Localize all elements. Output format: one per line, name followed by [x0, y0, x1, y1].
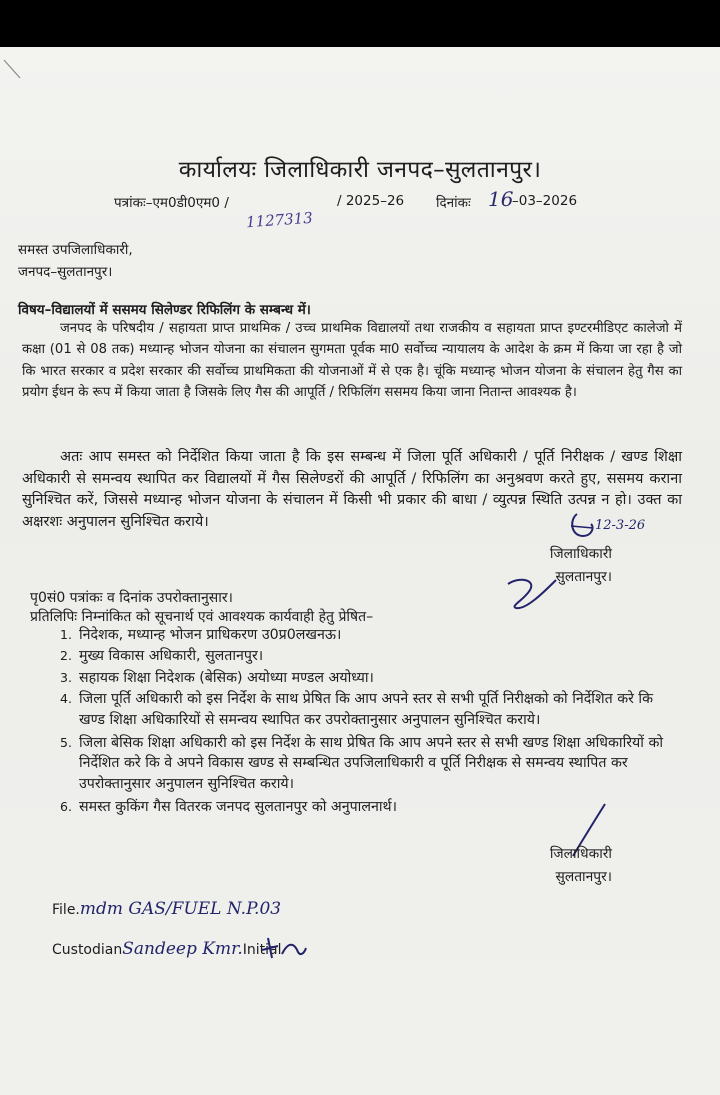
list-item: 3. सहायक शिक्षा निदेशक (बेसिक) अयोध्या मण्डल अयोध्या।: [60, 669, 374, 686]
file-reference: [52, 899, 281, 919]
custodian-label: Custodian: [52, 942, 123, 958]
ref-date-label: दिनांकः: [436, 195, 471, 211]
signatory-title: जिलाधिकारी: [549, 546, 612, 562]
file-label: File.: [52, 902, 80, 918]
initial-label: Initial: [242, 942, 282, 958]
list-item: 6. समस्त कुकिंग गैस वितरक जनपद सुलतानपुर को अनुपालनार्थ।: [60, 799, 397, 816]
top-black-bar: [0, 0, 720, 47]
cc-intro: प्रतिलिपिः निम्नांकित को सूचनार्थ एवं आवश्यक कार्यवाही हेतु प्रेषित–: [30, 609, 374, 625]
cc-ref-line: पृ0सं0 पत्रांकः व दिनांक उपरोक्तानुसार।: [30, 590, 233, 606]
ref-year: / 2025–26: [337, 193, 405, 209]
ref-handwritten-number: 1127313: [245, 208, 314, 232]
signatory-title: जिलाधिकारी: [549, 846, 612, 862]
fold-mark-icon: [2, 58, 24, 80]
office-heading: कार्यालयः जिलाधिकारी जनपद–सुलतानपुर।: [178, 157, 542, 183]
addressee-line1: समस्त उपजिलाधिकारी,: [18, 242, 133, 258]
list-item: 2. मुख्य विकास अधिकारी, सुलतानपुर।: [60, 648, 264, 665]
list-item: 5. जिला बेसिक शिक्षा अधिकारी को इस निर्देश के साथ प्रेषित कि आप अपने स्तर से सभी खण्ड शिक्षा अधिकारियों को निर्देशित करे कि वे अपने विकास खण्ड से सम्बन्धित उपजिलाधिकारी व पूर्ति निरीक्षक से समन्वय स्थापित कर उपरोक्तानुसार अनुपालन सुनिश्चित कराये।: [60, 735, 664, 792]
signature-1-date: 12-3-26: [595, 518, 646, 533]
signature-block-1: [550, 543, 612, 589]
ref-patrank: पत्रांकः–एम0डी0एम0 /: [114, 195, 229, 211]
ref-date-handwritten: 16: [488, 187, 514, 211]
signature-block-2: [550, 843, 612, 889]
list-item: 4. जिला पूर्ति अधिकारी को इस निर्देश के साथ प्रेषित कि आप अपने स्तर से सभी पूर्ति निरीक्षको को निर्देशित करे कि खण्ड शिक्षा अधिकारियों से समन्वय स्थापित कर उपरोक्तानुसार अनुपालन सुनिश्चित कराये।: [60, 691, 653, 728]
custodian-name-handwritten: Sandeep Kmr.: [122, 939, 243, 959]
list-item: 1. निदेशक, मध्यान्ह भोजन प्राधिकरण उ0प्र0लखनऊ।: [60, 627, 342, 643]
signatory-place: सुलतानपुर।: [555, 569, 612, 585]
file-value-handwritten: mdm GAS/FUEL N.P.03: [79, 899, 282, 919]
addressee-line2: जनपद–सुलतानपुर।: [18, 264, 113, 280]
signatory-place: सुलतानपुर।: [555, 869, 612, 885]
ref-date-rest: –03–2026: [512, 193, 578, 209]
cc-recipient-list: [54, 625, 669, 819]
subject-line: विषय–विद्यालयों में ससमय सिलेण्डर रिफिलिंग के सम्बन्ध में।: [18, 302, 311, 318]
custodian-line: [52, 939, 282, 959]
body-paragraph-1: जनपद के परिषदीय / सहायता प्राप्त प्राथमिक / उच्च प्राथमिक विद्यालयों तथा राजकीय व सहायता प्राप्त इण्टरमीडिएट कालेजो में कक्षा (01 से 08 तक) मध्यान्ह भोजन योजना का संचालन सुगमता पूर्वक मा0 सर्वोच्च न्यायालय के आदेश के क्रम में किया जा रहा है जो कि भारत सरकार व प्रदेश सरकार की सर्वोच्च प्राथमिकता की योजनाओं में से एक है। चूंकि मध्यान्ह भोजन योजना के संचालन हेतु गैस का प्रयोग ईधन के रूप में किया जाता है जिसके लिए गैस की आपूर्ति / रिफिलिंग ससमय किया जाना नितान्त आवश्यक है।: [22, 321, 682, 401]
body-paragraph-2: अतः आप समस्त को निर्देशित किया जाता है कि इस सम्बन्ध में जिला पूर्ति अधिकारी / पूर्ति निरीक्षक / खण्ड शिक्षा अधिकारी से समन्वय स्थापित कर विद्यालयों में गैस सिलेण्डरों की आपूर्ति / रिफिलिंग का अनुश्रवण करते हुए, ससमय कराना सुनिश्चित करें, जिससे मध्यान्ह भोजन योजना के संचालन में किसी भी प्रकार की बाधा / व्युत्पन्न स्थिति उत्पन्न न हो। उक्त का अक्षरशः अनुपालन सुनिश्चित कराये।: [22, 449, 682, 530]
